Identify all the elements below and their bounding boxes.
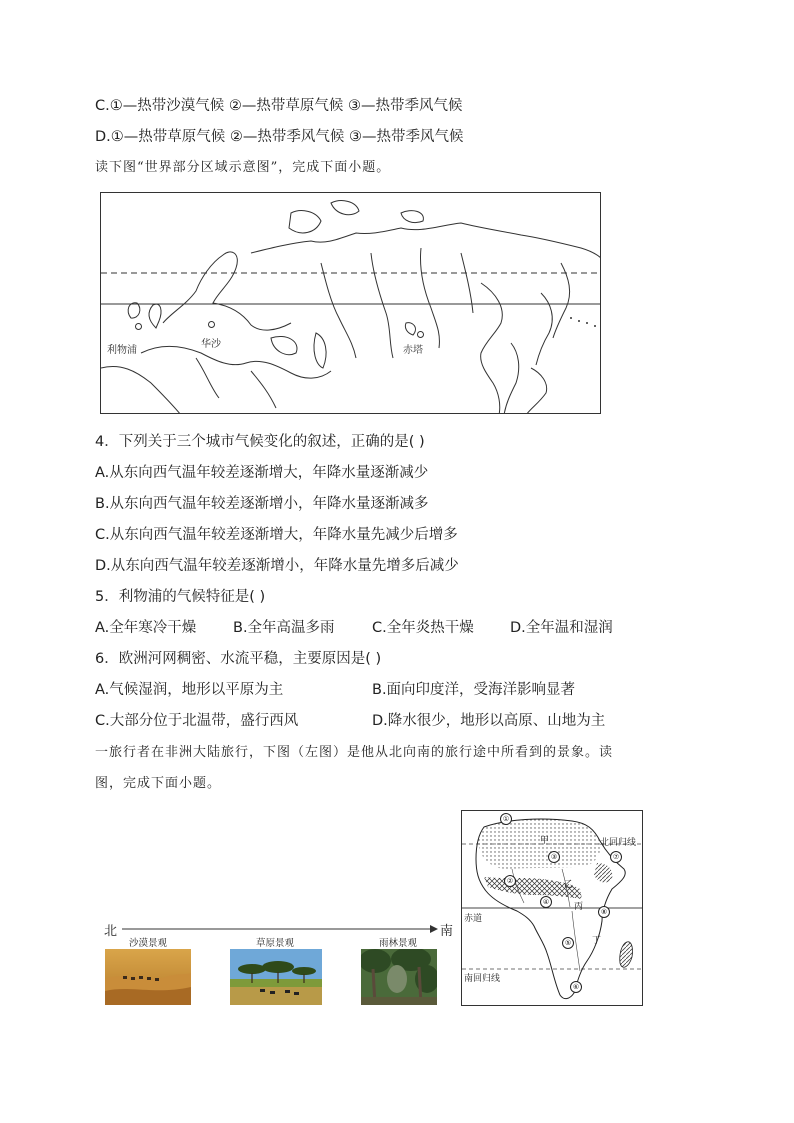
q4-option-c: C.从东向西气温年较差逐渐增大，年降水量先减少后增多 [95,527,458,543]
marker-7: ⑦ [610,851,622,863]
q6-option-b: B.面向印度洋，受海洋影响显著 [372,682,576,698]
map-outline [101,193,601,414]
marker-1: ① [500,813,512,825]
q4-option-a: A.从东向西气温年较差逐渐增大，年降水量逐渐减少 [95,465,429,481]
label-region-yi: 乙 [564,880,574,890]
caption-desert: 沙漠景观 [128,938,167,949]
intro-map1: 读下图“世界部分区域示意图”，完成下面小题。 [95,160,391,175]
marker-5: ⑤ [562,937,574,949]
caption-rainforest: 雨林景观 [378,938,417,949]
marker-6: ⑥ [570,981,582,993]
marker-3: ③ [548,851,560,863]
q5-option-d: D.全年温和湿润 [510,620,613,636]
q5-option-b: B.全年高温多雨 [233,620,335,636]
world-region-map [100,192,601,414]
africa-map [461,810,643,1006]
liverpool-marker [135,323,142,330]
label-equator: 赤道 [464,914,483,924]
option-c-prev: C.①—热带沙漠气候 ②—热带草原气候 ③—热带季风气候 [95,98,463,114]
rainforest-photo [361,949,437,1005]
q6-option-a: A.气候湿润，地形以平原为主 [95,682,284,698]
label-region-bing: 丙 [574,902,584,912]
label-north: 北 [104,924,118,939]
travel-arrow [120,922,440,936]
q4-stem: 4．下列关于三个城市气候变化的叙述，正确的是( ) [95,434,425,450]
q6-option-d: D.降水很少，地形以高原、山地为主 [372,713,606,729]
savanna-photo [230,949,322,1005]
q5-stem: 5．利物浦的气候特征是( ) [95,589,266,605]
label-region-ding: 丁 [592,936,602,946]
option-d-prev: D.①—热带草原气候 ②—热带季风气候 ③—热带季风气候 [95,129,464,145]
q6-option-c: C.大部分位于北温带，盛行西风 [95,713,299,729]
label-warsaw: 华沙 [201,339,221,350]
label-chita: 赤塔 [403,345,423,356]
chita-marker [417,331,424,338]
q5-option-c: C.全年炎热干燥 [372,620,474,636]
label-south: 南 [440,924,454,939]
intro-africa-line1: 一旅行者在非洲大陆旅行，下图（左图）是他从北向南的旅行途中所看到的景象。读 [95,745,614,760]
label-region-jia: 甲 [540,836,550,846]
q6-stem: 6．欧洲河网稠密、水流平稳，主要原因是( ) [95,651,382,667]
marker-4: ④ [540,896,552,908]
label-tropic-cancer: 北回归线 [600,838,637,848]
q5-option-a: A.全年寒冷干燥 [95,620,197,636]
label-tropic-capricorn: 南回归线 [464,974,501,984]
intro-africa-line2: 图，完成下面小题。 [95,776,222,791]
q4-option-d: D.从东向西气温年较差逐渐增小，年降水量先增多后减少 [95,558,459,574]
q4-option-b: B.从东向西气温年较差逐渐增小，年降水量逐渐减多 [95,496,429,512]
marker-8: ⑧ [598,906,610,918]
desert-photo [105,949,191,1005]
warsaw-marker [208,321,215,328]
marker-2: ② [504,875,516,887]
label-liverpool: 利物浦 [107,345,137,356]
caption-savanna: 草原景观 [255,938,294,949]
